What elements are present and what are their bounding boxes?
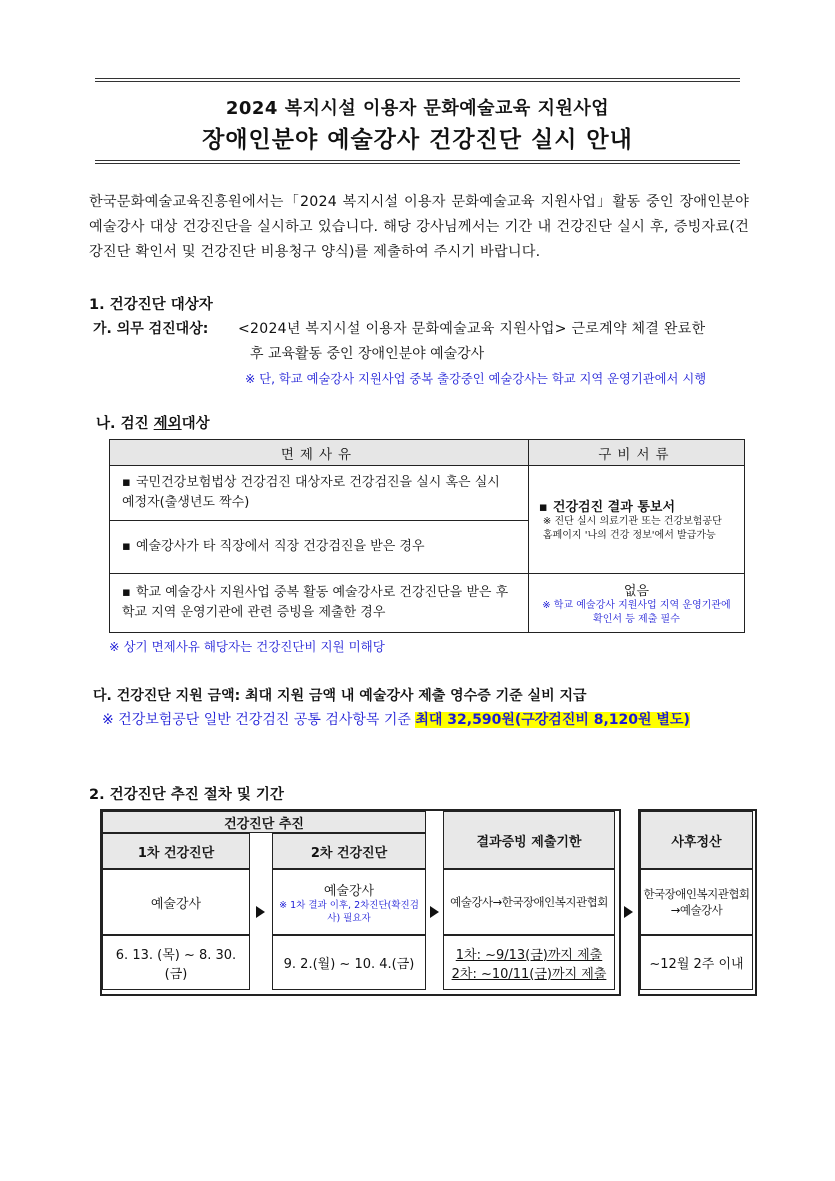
doc3-note: ※ 학교 예술강사 지원사업 지역 운영기관에 확인서 등 제출 필수 <box>542 599 731 625</box>
row1-text: 국민건강보험법상 건강검진 대상자로 건강검진을 실시 혹은 실시 예정자(출생년도 짝수) <box>122 475 500 510</box>
col3-period-2: 2차: ~10/11(금)까지 제출 <box>451 966 607 982</box>
ga-text-1: <2024년 복지시설 이용자 문화예술교육 지원사업> 근로계약 체결 완료한 <box>238 321 706 337</box>
da-title: 다. 건강진단 지원 금액: 최대 지원 금액 내 예술강사 제출 영수증 기준 실비 지급 <box>93 688 587 704</box>
col2-who: 예술강사 <box>323 883 375 899</box>
col-exemption-reason: 면제사유 <box>110 440 529 466</box>
col3-who: 예술강사→한국장애인복지관협회 <box>443 869 615 935</box>
col2-note: ※ 1차 결과 이후, 2차진단(확진검사) 필요자 <box>279 899 419 924</box>
table-header-row <box>110 440 745 466</box>
section1-title: 1. 건강진단 대상자 <box>89 297 213 313</box>
da-note-text: ※ 건강보험공단 일반 건강검진 공통 검사항목 기준 <box>102 712 411 728</box>
col1-who: 예술강사 <box>102 869 250 935</box>
row2-reason: ▪ 예술강사가 타 직장에서 직장 건강검진을 받은 경우 <box>110 521 529 574</box>
header-top-rule <box>95 78 740 82</box>
row1-reason: ▪ 국민건강보험법상 건강검진 대상자로 건강검진을 실시 혹은 실시 예정자(출생년도 짝수) <box>110 466 529 521</box>
na-note: ※ 상기 면제사유 해당자는 건강진단비 지원 미해당 <box>109 639 385 654</box>
na-title-underlined: 제외 <box>153 416 182 432</box>
col2-header: 2차 건강진단 <box>272 833 426 869</box>
header-line1: 2024 복지시설 이용자 문화예술교육 지원사업 <box>225 98 610 119</box>
ga-text-2: 후 교육활동 중인 장애인분야 예술강사 <box>250 346 485 362</box>
doc1-cell: ▪ 건강검진 결과 통보서 ※ 진단 실시 의료기관 또는 건강보험공단 홈페이지 '나의 건강 정보'에서 발급가능 <box>528 466 744 574</box>
arrow-right-icon <box>430 906 439 918</box>
da-note <box>102 709 690 729</box>
col4-who: 한국장애인복지관협회→예술강사 <box>640 869 753 935</box>
doc1-title: 건강검진 결과 통보서 <box>552 500 675 515</box>
na-title-post: 대상 <box>181 416 210 432</box>
na-title <box>96 412 210 433</box>
col1-header: 1차 건강진단 <box>102 833 250 869</box>
doc3-cell <box>528 574 744 633</box>
section2-title: 2. 건강진단 추진 절차 및 기간 <box>89 787 284 803</box>
row2-text: 예술강사가 타 직장에서 직장 건강검진을 받은 경우 <box>136 539 425 554</box>
col2-who-cell <box>272 869 426 935</box>
doc1-note: ※ 진단 실시 의료기관 또는 건강보험공단 홈페이지 '나의 건강 정보'에서 발급가능 <box>542 516 722 541</box>
col3-period-1: 1차: ~9/13(금)까지 제출 <box>455 947 603 963</box>
page-title: 장애인분야 예술강사 건강진단 실시 안내 <box>202 127 633 153</box>
col4-header: 사후정산 <box>640 811 753 869</box>
col3-period-cell <box>443 935 615 990</box>
col1-period: 6. 13. (목) ~ 8. 30. (금) <box>102 935 250 990</box>
col2-period: 9. 2.(월) ~ 10. 4.(금) <box>272 935 426 990</box>
arrow-right-icon <box>256 906 265 918</box>
arrow-right-icon <box>624 906 633 918</box>
col-required-docs: 구비서류 <box>528 440 744 466</box>
col3-header: 결과증빙 제출기한 <box>443 811 615 869</box>
header-bottom-rule <box>95 160 740 164</box>
da-note-highlight: 최대 32,590원(구강검진비 8,120원 별도) <box>415 712 690 728</box>
doc3-title: 없음 <box>623 583 650 599</box>
intro-paragraph: 한국문화예술교육진흥원에서는「2024 복지시설 이용자 문화예술교육 지원사업」활동 중인 장애인분야 예술강사 대상 건강진단을 실시하고 있습니다. 해당 강사님께서는 기간 내 건강진단 실시 후, 증빙자료(건강진단 확인서 및 건강진단 비용청구 양식)를 제출하여 주시기 바랍니다. <box>89 194 749 260</box>
col4-period: ~12월 2주 이내 <box>640 935 753 990</box>
na-title-pre: 나. 검진 <box>96 416 154 432</box>
row3-reason: ▪ 학교 예술강사 지원사업 중복 활동 예술강사로 건강진단을 받은 후 학교 지역 운영기관에 관련 증빙을 제출한 경우 <box>110 574 529 633</box>
table-row <box>110 466 745 521</box>
row3-text: 학교 예술강사 지원사업 중복 활동 예술강사로 건강진단을 받은 후 학교 지역 운영기관에 관련 증빙을 제출한 경우 <box>122 585 509 620</box>
group-header: 건강진단 추진 <box>102 811 426 833</box>
ga-label: 가. 의무 검진대상: <box>93 321 209 337</box>
exemption-table <box>109 439 745 633</box>
table-row <box>110 574 745 633</box>
ga-note: ※ 단, 학교 예술강사 지원사업 중복 출강중인 예술강사는 학교 지역 운영기관에서 시행 <box>245 372 707 386</box>
